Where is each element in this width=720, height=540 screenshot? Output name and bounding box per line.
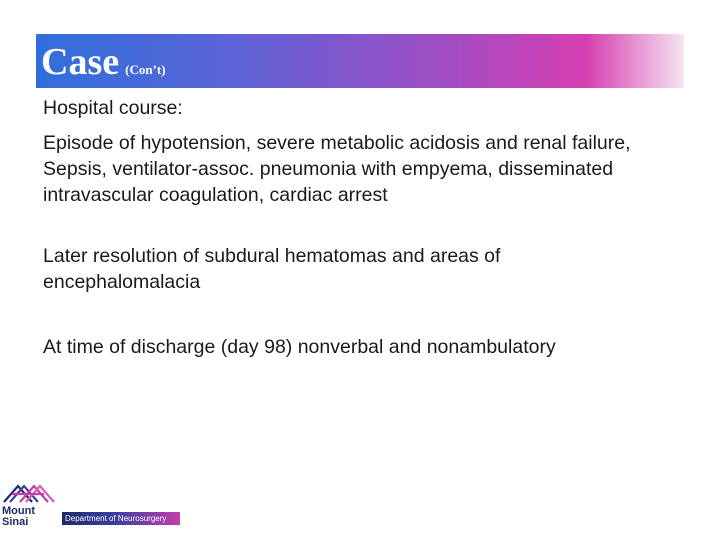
paragraph-line: encephalomalacia bbox=[43, 271, 201, 293]
heading-line: Hospital course: bbox=[43, 97, 183, 119]
department-bar bbox=[62, 512, 180, 525]
title-main: Case bbox=[41, 41, 120, 83]
paragraph-discharge bbox=[43, 334, 703, 360]
hospital-course-heading bbox=[43, 95, 703, 121]
paragraph-line: Episode of hypotension, severe metabolic acidosis and renal failure, bbox=[43, 132, 631, 154]
slide-title bbox=[41, 42, 166, 82]
paragraph-line: Later resolution of subdural hematomas and areas of bbox=[43, 245, 501, 267]
title-sub: (Con’t) bbox=[125, 62, 166, 77]
title-bar bbox=[36, 34, 684, 88]
department-label: Department of Neurosurgery bbox=[65, 514, 167, 523]
paragraph-hospital-events bbox=[43, 130, 703, 208]
paragraph-line: Sepsis, ventilator-assoc. pneumonia with empyema, disseminated bbox=[43, 158, 614, 180]
paragraph-line: intravascular coagulation, cardiac arrest bbox=[43, 184, 388, 206]
paragraph-resolution bbox=[43, 243, 703, 295]
logo-line2: Sinai bbox=[2, 516, 29, 528]
logo-wordmark bbox=[2, 506, 35, 528]
paragraph-line: At time of discharge (day 98) nonverbal and nonambulatory bbox=[43, 336, 556, 358]
logo-line1: Mount bbox=[2, 505, 35, 517]
